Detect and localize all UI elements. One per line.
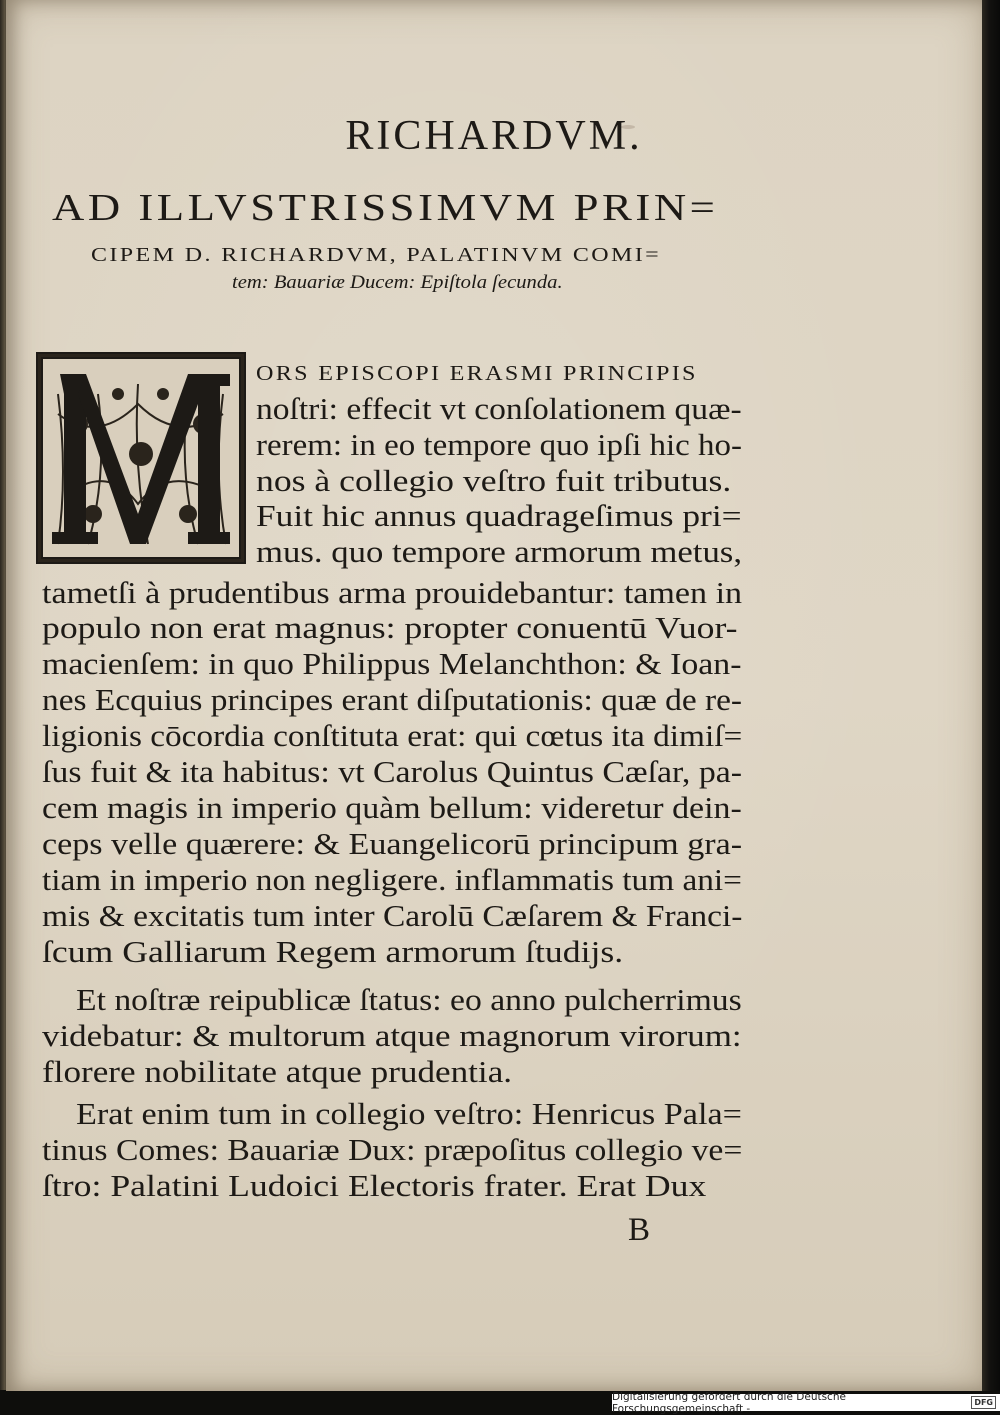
text-line: tiam in imperio non negligere. inflammatis tum ani= (42, 862, 742, 897)
text-line: ligionis cōcordia conſtituta erat: qui cœtus ita dimiſ= (42, 718, 743, 753)
text-line: Erat enim tum in collegio veſtro: Henricus Pala= (76, 1096, 742, 1131)
text-line: ORS EPISCOPI ERASMI PRINCIPIS (256, 361, 698, 385)
text-line: rerem: in eo tempore quo ipſi hic ho- (256, 427, 742, 462)
title-line-2: CIPEM D. RICHARDVM, PALATINVM COMI= (91, 244, 662, 266)
book-page (6, 0, 982, 1391)
text-line: nos à collegio veſtro fuit tributus. (256, 463, 732, 498)
footer-text: Digitalisierung gefördert durch die Deutsche Forschungsgemeinschaft - (612, 1390, 846, 1415)
text-line: ceps velle quærere: & Euangelicorū principum gra- (42, 826, 743, 861)
title-line-3: tem: Bauariæ Ducem: Epiſtola ſecunda. (232, 272, 563, 293)
signature-mark: B (628, 1212, 651, 1248)
text-line: Fuit hic annus quadrageſimus pri= (256, 498, 742, 533)
dfg-logo: DFG (971, 1396, 996, 1409)
text-line: ſcum Galliarum Regem armorum ſtudijs. (42, 934, 624, 969)
ornate-initial-m-icon (38, 354, 244, 562)
text-line: ſus fuit & ita habitus: vt Carolus Quintus Cæſar, pa- (42, 754, 743, 789)
text-line: ſtro: Palatini Ludoici Electoris frater. Erat Dux (42, 1168, 707, 1203)
text-line: tinus Comes: Bauariæ Dux: præpoſitus collegio ve= (42, 1132, 743, 1167)
decorated-initial (36, 352, 246, 564)
text-line: nes Ecquius principes erant diſputationis: quæ de re- (42, 682, 743, 717)
page-edge (982, 0, 1000, 1391)
running-head: RICHARDVM. (345, 113, 643, 159)
text-line: tametſi à prudentibus arma prouidebantur: tamen in (42, 575, 743, 610)
title-line-1: AD ILLVSTRISSIMVM PRIN= (52, 187, 719, 229)
text-line: florere nobilitate atque prudentia. (42, 1054, 513, 1089)
text-line: populo non erat magnus: propter conuentū Vuor- (42, 610, 738, 645)
text-line: mis & excitatis tum inter Carolū Cæſarem & Franci- (42, 898, 743, 933)
text-line: mus. quo tempore armorum metus, (256, 534, 743, 569)
text-line: videbatur: & multorum atque magnorum virorum: (42, 1018, 742, 1053)
text-line: Et noſtræ reipublicæ ſtatus: eo anno pulcherrimus (76, 982, 742, 1017)
text-line: noſtri: effecit vt conſolationem quæ- (256, 391, 742, 426)
text-line: macienſem: in quo Philippus Melanchthon: & Ioan- (42, 646, 742, 681)
text-line: cem magis in imperio quàm bellum: videretur dein- (42, 790, 742, 825)
digitization-footer (612, 1390, 1000, 1415)
